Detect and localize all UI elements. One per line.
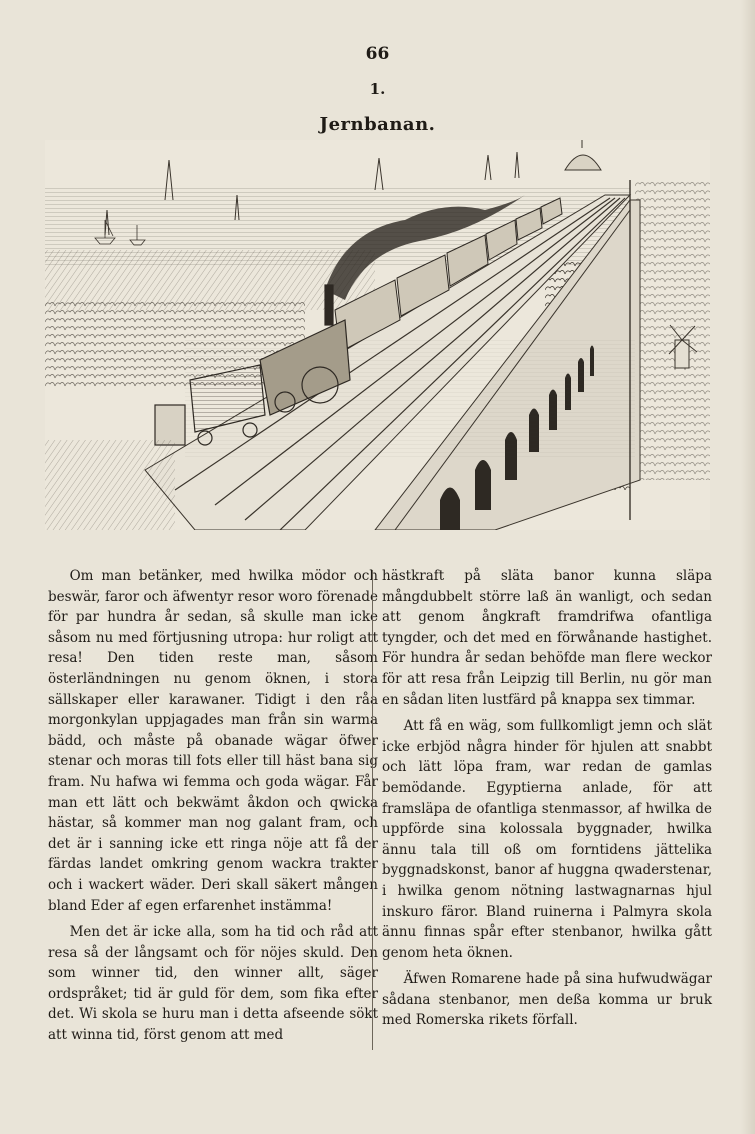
paragraph: hästkraft på släta banor kunna släpa mångdubbelt större laß än wanligt, och sedan att genom ångkraft framdrifwa ofantliga tyngder, och det med en förwånande hastighet. För hundra år sedan behöfde man flere weckor för att resa från Leipzig till Berlin, nu gör man en sådan liten lustfärd på knappa sex timmar. bbox=[382, 568, 712, 708]
text-column-left bbox=[48, 566, 378, 1046]
paragraph: Om man betänker, med hwilka mödor och beswär, faror och äfwentyr resor woro förenade för par hundra år sedan, så skulle man icke såsom nu med förtjusning utropa: hur roligt att resa! Den tiden reste man, såsom österländningen nu genom öknen, i stora sällskaper eller karawaner. Tidigt i den råa morgonkylan uppjagades man från sin warma bädd, och måste på obanade wägar öfwer stenar och moras till fots eller till häst bana sig fram. Nu hafwa wi femma och goda wägar. Får man ett lätt och bekwämt åkdon och qwicka hästar, så kommer man nog galant fram, och det är i sanning icke ett ringa nöje att få der färdas landet omkring genom wackra trakter och i wackert wäder. Deri skall säkert mången bland Eder af egen erfarenhet instämma! bbox=[48, 568, 378, 914]
paragraph: Äfwen Romarene hade på sina hufwudwägar sådana stenbanor, men deßa komma ur bruk med Romerska rikets förfall. bbox=[382, 971, 712, 1029]
section-title: Jernbanan. bbox=[319, 114, 436, 135]
section-number: 1. bbox=[369, 80, 386, 98]
page-number: 66 bbox=[365, 44, 390, 64]
text-column-right bbox=[382, 566, 712, 1031]
paragraph: Men det är icke alla, som ha tid och råd att resa så der långsamt och för nöjes skuld. Den som winner tid, den winner allt, säger ordspråket; tid är guld för dem, som fika efter det. Wi skola se huru man i detta afseende sökt att winna tid, först genom att med bbox=[48, 924, 378, 1044]
page-edge-shadow bbox=[741, 0, 755, 1134]
column-divider bbox=[372, 570, 373, 1050]
paragraph: Att få en wäg, som fullkomligt jemn och slät icke erbjöd några hinder för hjulen att snabbt och lätt löpa fram, war redan de gamlas bemödande. Egyptierna anlade, för att framsläpa de ofantliga stenmassor, af hwilka de uppförde sina kolossala byggnader, hwilka ännu tala till oß om forntidens jättelika byggnadskonst, banor af huggna qwaderstenar, i hwilka genom nötning lastwagnarnas hjul inskuro färor. Bland ruinerna i Palmyra skola ännu finnas spår efter stenbanor, hwilka gått genom heta öknen. bbox=[382, 718, 712, 961]
railway-viaduct-engraving bbox=[45, 140, 710, 530]
